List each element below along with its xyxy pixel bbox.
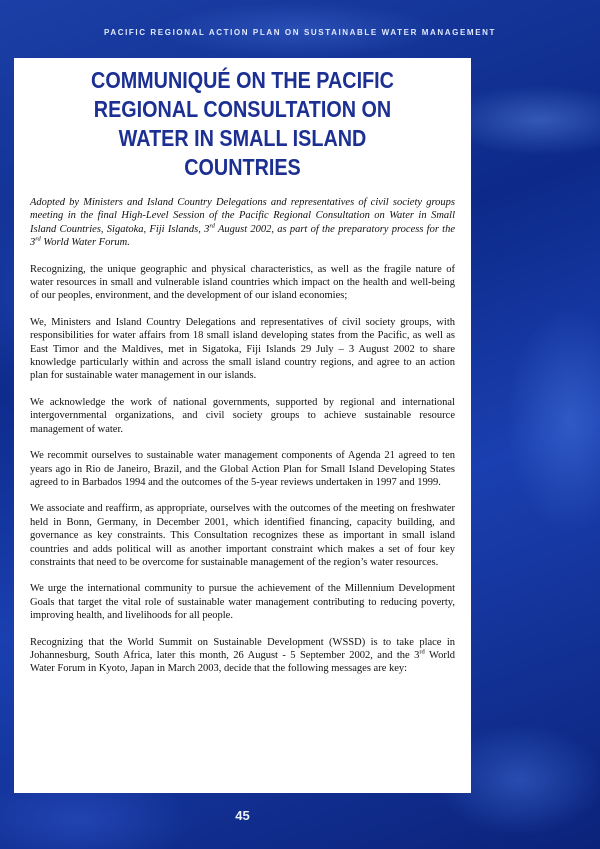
body-text — [30, 196, 455, 676]
paragraph: We associate and reaffirm, as appropriate, ourselves with the outcomes of the meeting on freshwater held in Bonn, Germany, in December 2001, which identified financing, capacity building, and governance as key constraints. This Consultation recognizes these as important in small island countries and adds political will as another important constraint which makes a set of four key constraints that need to be overcome for sustainable management of the region’s water resources. — [30, 503, 455, 568]
paragraph: We recommit ourselves to sustainable water management components of Agenda 21 agreed to ten years ago in Rio de Janeiro, Brazil, and the Global Action Plan for Small Island Developing States agreed to in Barbados 1994 and the outcomes of the 5-year reviews undertaken in 1997 and 1999. — [30, 450, 455, 488]
intro-text: August 2002, as part of the preparatory process for the 3 — [30, 223, 455, 249]
intro-text: Adopted by Ministers and Island Country Delegations and representatives of civil society groups meeting in the final High-Level Session of the Pacific Regional Consultation on Water in Small Island Countries, Sigatoka, Fiji Islands, 3 — [30, 197, 455, 235]
paragraph: We acknowledge the work of national governments, supported by regional and international intergovernmental organizations, and civil society groups to achieve sustainable resource management of water. — [30, 396, 455, 435]
intro-text: World Water Forum. — [40, 237, 130, 249]
paragraph: We, Ministers and Island Country Delegations and representatives of civil society groups, with responsibilities for water affairs from 18 small island developing states from the Pacific, as well as East Timor and the Maldives, met in Sigatoka, Fiji Islands 29 July – 3 August 2002 to share knowledge particularly within and across the small island country regions, and agree to an action plan for sustainable water management in our islands. — [30, 316, 455, 382]
paragraph-text: Recognizing that the World Summit on Sustainable Development (WSSD) is to take place in Johannesburg, South Africa, later this month, 26 August - 5 September 2002, and the 3 — [30, 636, 455, 661]
intro-superscript: rd — [35, 235, 41, 243]
paragraph: We urge the international community to pursue the achievement of the Millennium Development Goals that target the vital role of sustainable water management contributing to reducing poverty, improving health, and livelihoods for all people. — [30, 583, 455, 622]
paragraph: Recognizing, the unique geographic and physical characteristics, as well as the fragile nature of water resources in small and vulnerable island countries which impact on the health and well-being of our peoples, environment, and the development of our island economies; — [30, 263, 455, 302]
page-number: 45 — [235, 808, 250, 823]
intro-paragraph — [30, 196, 455, 250]
paragraph — [30, 636, 455, 676]
page-title: COMMUNIQUÉ ON THE PACIFIC REGIONAL CONSULTATION ON WATER IN SMALL ISLAND COUNTRIES — [91, 67, 394, 180]
paragraph-text: World Water Forum in Kyoto, Japan in March 2003, decide that the following messages are key: — [30, 649, 456, 675]
running-header: PACIFIC REGIONAL ACTION PLAN ON SUSTAINABLE WATER MANAGEMENT — [104, 28, 496, 37]
intro-superscript: rd — [209, 222, 215, 230]
content-panel — [14, 58, 471, 793]
paragraph-superscript: rd — [419, 648, 425, 656]
